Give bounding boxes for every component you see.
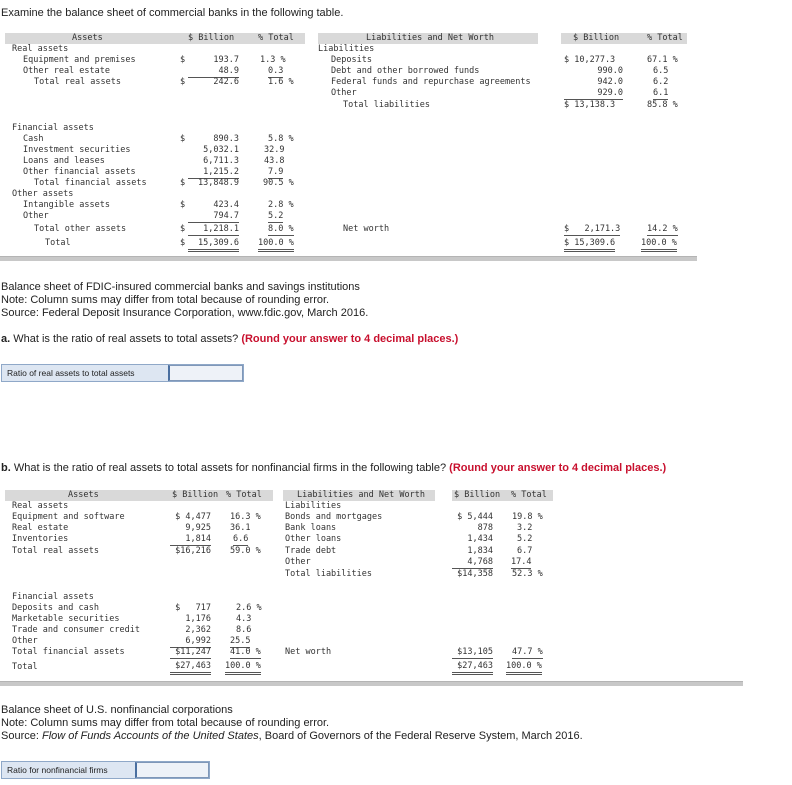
nonfin-value: 2,362	[185, 625, 211, 635]
nonfin-value: $27,463	[170, 661, 211, 675]
bank-liab-label: Debt and other borrowed funds	[331, 66, 480, 76]
nonfin-liab-value: 1,834	[467, 546, 493, 556]
nonfin-percent: 41.0 %	[230, 647, 261, 657]
nonfin-value: $16,216	[175, 546, 211, 556]
bank-liab-value: $ 13,138.3	[564, 100, 616, 110]
nonfin-liab-label: Trade debt	[285, 546, 337, 556]
nonfin-value: $ 717	[175, 603, 211, 613]
nonfin-row-label: Total financial assets	[12, 647, 125, 657]
bank-percent: 1.6 %	[268, 77, 294, 87]
bank-row-label: Other assets	[12, 189, 74, 199]
nonfin-liab-label: Other loans	[285, 534, 342, 544]
nonfin-value: $11,247	[170, 647, 211, 659]
bank-row-label: Other real estate	[23, 66, 110, 76]
nonfin-liab-percent: 47.7 %	[512, 647, 543, 657]
nonfin-percent: 59.0 %	[230, 546, 261, 556]
bank-value: 1,218.1	[188, 224, 239, 236]
nonfin-liab-label: Bank loans	[285, 523, 337, 533]
bank-value: 1,215.2	[188, 167, 239, 179]
nonfin-value: 9,925	[185, 523, 211, 533]
bank-percent: 1.3 %	[260, 55, 286, 65]
nonfin-note: Note: Column sums may differ from total because of rounding error.	[1, 717, 330, 729]
bank-value: 193.7	[213, 55, 239, 65]
bank-percent: 90.5 %	[263, 178, 294, 188]
nonfin-row-label: Financial assets	[12, 592, 94, 602]
bank-liab-value: $ 10,277.3	[564, 55, 616, 65]
bank-header-billion: $ Billion	[188, 33, 235, 43]
bank-row-label: Total other assets	[34, 224, 127, 234]
answer-a-label: Ratio of real assets to total assets	[7, 368, 135, 378]
bank-row-label: Intangible assets	[23, 200, 110, 210]
bank-note: Note: Column sums may differ from total because of rounding error.	[1, 294, 330, 306]
bank-liab-label: Net worth	[343, 224, 390, 234]
bank-dollar-sign: $	[180, 178, 186, 188]
bank-value: 48.9	[188, 66, 239, 78]
bank-percent: 0.3	[268, 66, 284, 76]
bank-dollar-sign: $	[180, 134, 186, 144]
nonfin-row-label: Real assets	[12, 501, 69, 511]
bank-header-liabilities: Liabilities and Net Worth	[366, 33, 494, 43]
nonfin-percent: 8.6	[236, 625, 252, 635]
nonfin-liab-label: Total liabilities	[285, 569, 372, 579]
nonfin-table-bottom-rule	[0, 681, 743, 686]
bank-percent: 8.0 %	[268, 224, 294, 234]
question-b-text: What is the ratio of real assets to total assets for nonfinancial firms in the following table?	[10, 462, 447, 474]
answer-b-input[interactable]	[135, 762, 209, 778]
bank-liab-value: 942.0	[597, 77, 623, 87]
bank-percent: 7.9	[268, 167, 284, 177]
bank-liab-label: Federal funds and repurchase agreements	[331, 77, 531, 87]
nonfin-header-assets: Assets	[68, 490, 99, 500]
bank-value: 6,711.3	[203, 156, 239, 166]
nonfin-percent: 16.3 %	[230, 512, 261, 522]
bank-row-label: Total financial assets	[34, 178, 147, 188]
bank-header-billion-2: $ Billion	[573, 33, 620, 43]
nonfin-row-label: Total	[12, 662, 38, 672]
nonfin-caption: Balance sheet of U.S. nonfinancial corporations	[1, 704, 233, 716]
bank-value: 5,032.1	[203, 145, 239, 155]
bank-value: 242.6	[213, 77, 239, 87]
bank-dollar-sign: $	[180, 238, 186, 248]
nonfin-percent: 25.5	[230, 636, 251, 646]
bank-row-label: Financial assets	[12, 123, 94, 133]
bank-header-total-2: % Total	[647, 33, 683, 43]
nonfin-liab-percent: 3.2	[517, 523, 533, 533]
nonfin-row-label: Marketable securities	[12, 614, 120, 624]
bank-row-label: Loans and leases	[23, 156, 105, 166]
nonfin-percent: 2.6 %	[236, 603, 262, 613]
bank-row-label: Total real assets	[34, 77, 121, 87]
nonfin-row-label: Equipment and software	[12, 512, 125, 522]
bank-liab-label: Total liabilities	[343, 100, 430, 110]
nonfin-liab-label: Net worth	[285, 647, 332, 657]
bank-row-label: Investment securities	[23, 145, 131, 155]
bank-source: Source: Federal Deposit Insurance Corporation, www.fdic.gov, March 2016.	[1, 307, 369, 319]
question-a	[1, 333, 458, 345]
answer-b-label: Ratio for nonfinancial firms	[7, 765, 108, 775]
answer-a-input[interactable]	[168, 365, 243, 381]
bank-row-label: Total	[45, 238, 71, 248]
nonfin-value: 1,814	[170, 534, 211, 546]
nonfin-row-label: Real estate	[12, 523, 69, 533]
bank-liab-value: 929.0	[564, 88, 623, 100]
bank-percent: 43.8	[264, 156, 285, 166]
bank-value: 15,309.6	[188, 238, 239, 252]
bank-value: 423.4	[213, 200, 239, 210]
nonfin-liab-percent: 19.8 %	[512, 512, 543, 522]
bank-liab-label: Liabilities	[318, 44, 375, 54]
bank-liab-percent: 100.0 %	[641, 238, 677, 252]
bank-liab-label: Other	[331, 88, 357, 98]
nonfin-row-label: Other	[12, 636, 38, 646]
answer-b-row	[1, 761, 210, 779]
bank-header-total: % Total	[258, 33, 294, 43]
question-b-instruction: (Round your answer to 4 decimal places.)	[449, 462, 667, 474]
bank-row-label: Cash	[23, 134, 44, 144]
question-b	[1, 462, 666, 474]
bank-liab-value: $ 2,171.3	[564, 224, 621, 234]
bank-dollar-sign: $	[180, 55, 186, 65]
nonfin-source-suffix: , Board of Governors of the Federal Reserve System, March 2016.	[258, 730, 583, 742]
bank-liab-value: 990.0	[597, 66, 623, 76]
nonfin-header-total: % Total	[226, 490, 262, 500]
bank-liab-label: Deposits	[331, 55, 372, 65]
bank-liab-value: $ 15,309.6	[564, 238, 615, 252]
nonfin-value: 1,176	[185, 614, 211, 624]
nonfin-liab-percent: 5.2	[517, 534, 533, 544]
nonfin-liab-label: Other	[285, 557, 311, 567]
bank-row-label: Other financial assets	[23, 167, 136, 177]
bank-dollar-sign: $	[180, 77, 186, 87]
bank-liab-percent: 6.2	[653, 77, 669, 87]
nonfin-percent: 100.0 %	[225, 661, 261, 675]
bank-percent: 2.8 %	[268, 200, 294, 210]
nonfin-percent: 6.6	[233, 534, 249, 544]
bank-liab-percent: 67.1 %	[647, 55, 678, 65]
bank-dollar-sign: $	[180, 200, 186, 210]
nonfin-row-label: Deposits and cash	[12, 603, 99, 613]
intro-text: Examine the balance sheet of commercial banks in the following table.	[1, 7, 344, 19]
bank-row-label: Real assets	[12, 44, 69, 54]
nonfin-header-total-2: % Total	[511, 490, 547, 500]
nonfin-header-billion-2: $ Billion	[454, 490, 501, 500]
bank-percent: 100.0 %	[258, 238, 294, 252]
bank-value: 794.7	[188, 211, 239, 223]
bank-dollar-sign: $	[180, 224, 186, 234]
question-b-prefix: b.	[1, 462, 11, 474]
nonfin-liab-label: Bonds and mortgages	[285, 512, 383, 522]
bank-value: 13,848.9	[198, 178, 239, 188]
bank-value: 890.3	[213, 134, 239, 144]
bank-row-label: Equipment and premises	[23, 55, 136, 65]
nonfin-header-liabilities: Liabilities and Net Worth	[297, 490, 425, 500]
answer-a-row	[1, 364, 244, 382]
nonfin-liab-value: $14,358	[457, 569, 493, 579]
question-a-instruction: (Round your answer to 4 decimal places.)	[241, 333, 459, 345]
nonfin-value: $ 4,477	[175, 512, 211, 522]
bank-percent: 32.9	[264, 145, 285, 155]
nonfin-liab-value: $27,463	[452, 661, 493, 675]
bank-liab-percent: 85.8 %	[647, 100, 678, 110]
nonfin-row-label: Trade and consumer credit	[12, 625, 140, 635]
nonfin-liab-value: $ 5,444	[457, 512, 493, 522]
nonfin-liab-value: 878	[477, 523, 493, 533]
nonfin-source	[1, 730, 583, 742]
nonfin-liab-value: 4,768	[452, 557, 493, 569]
nonfin-liab-value: 1,434	[467, 534, 493, 544]
bank-liab-percent: 6.5	[653, 66, 669, 76]
bank-caption: Balance sheet of FDIC-insured commercial banks and savings institutions	[1, 281, 360, 293]
nonfin-row-label: Inventories	[12, 534, 69, 544]
bank-percent: 5.8 %	[268, 134, 294, 144]
nonfin-liab-label: Liabilities	[285, 501, 342, 511]
nonfin-liab-percent: 100.0 %	[506, 661, 542, 675]
nonfin-row-label: Total real assets	[12, 546, 99, 556]
nonfin-percent: 4.3	[236, 614, 252, 624]
bank-liab-percent: 6.1	[653, 88, 669, 98]
nonfin-percent: 36.1	[230, 523, 251, 533]
nonfin-liab-percent: 52.3 %	[512, 569, 543, 579]
bank-header-assets: Assets	[72, 33, 103, 43]
nonfin-liab-value: $13,105	[452, 647, 493, 659]
nonfin-liab-percent: 17.4	[511, 557, 532, 567]
bank-percent: 5.2	[268, 211, 284, 221]
bank-liab-percent: 14.2 %	[647, 224, 678, 234]
nonfin-source-prefix: Source:	[1, 730, 42, 742]
nonfin-source-title: Flow of Funds Accounts of the United States	[41, 730, 259, 742]
question-a-prefix: a.	[1, 333, 11, 345]
nonfin-value: 6,992	[170, 636, 211, 648]
bank-table-bottom-rule	[0, 256, 697, 261]
question-a-text: What is the ratio of real assets to total assets?	[10, 333, 239, 345]
nonfin-liab-percent: 6.7	[517, 546, 533, 556]
nonfin-header-billion: $ Billion	[172, 490, 219, 500]
bank-row-label: Other	[23, 211, 49, 221]
